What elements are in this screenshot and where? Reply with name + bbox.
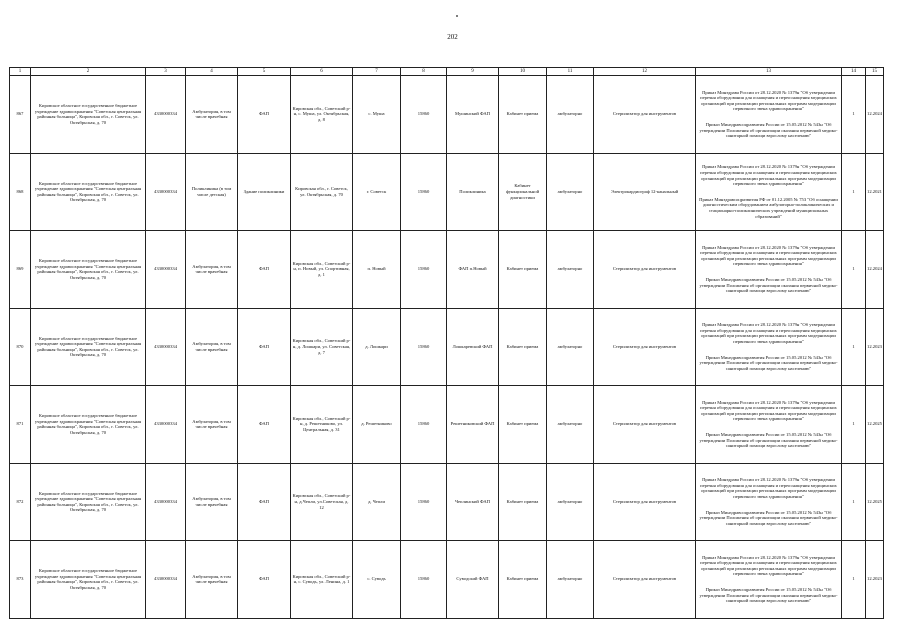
order-text-secondary: Приказ Минздравсоцразвития России от 15.05.2012 № 543н "Об утверждении Положения об организации оказания первичной медико-санитарной помощи взрослому населению" bbox=[699, 509, 838, 526]
inn-cell: 4330000334 bbox=[146, 231, 186, 309]
facility-type-cell: Амбулатория, в том числе врачебная bbox=[186, 541, 238, 619]
equipment-table bbox=[9, 67, 884, 619]
legal-basis-cell bbox=[696, 76, 842, 154]
unit-name-cell: Лошкаревский ФАП bbox=[447, 308, 499, 386]
care-form-cell: амбулаторно bbox=[547, 231, 594, 309]
header-cell: 2 bbox=[31, 68, 146, 76]
settlement-cell: п. Новый bbox=[353, 231, 401, 309]
code-cell: 15860 bbox=[401, 386, 447, 464]
room-cell: Кабинет приема bbox=[499, 308, 547, 386]
table-row bbox=[10, 76, 884, 154]
room-cell: Кабинет приема bbox=[499, 76, 547, 154]
building-cell: ФАП bbox=[238, 541, 291, 619]
room-cell: Кабинет приема bbox=[499, 386, 547, 464]
settlement-cell: д. Чепли bbox=[353, 463, 401, 541]
header-cell: 12 bbox=[594, 68, 696, 76]
row-number-cell: 870 bbox=[10, 308, 31, 386]
equipment-cell: Стерилизатор для инструментов bbox=[594, 308, 696, 386]
table-row bbox=[10, 541, 884, 619]
quantity-cell: 1 bbox=[842, 463, 866, 541]
inn-cell: 4330000334 bbox=[146, 153, 186, 231]
table-row bbox=[10, 153, 884, 231]
equipment-cell: Стерилизатор для инструментов bbox=[594, 76, 696, 154]
code-cell: 15860 bbox=[401, 463, 447, 541]
care-form-cell: амбулаторно bbox=[547, 463, 594, 541]
code-cell: 15860 bbox=[401, 541, 447, 619]
inn-cell: 4330000334 bbox=[146, 463, 186, 541]
code-cell: 15860 bbox=[401, 153, 447, 231]
inn-cell: 4330000334 bbox=[146, 541, 186, 619]
facility-type-cell: Поликлиника (в том числе детская) bbox=[186, 153, 238, 231]
building-cell: ФАП bbox=[238, 231, 291, 309]
row-number-cell: 873 bbox=[10, 541, 31, 619]
organization-cell: Кировское областное государственное бюджетное учреждение здравоохранения "Советская центральная районная больница", Кировская обл., г. Советск, ул. Октябрьская, д. 70 bbox=[31, 463, 146, 541]
scan-speck bbox=[456, 15, 458, 17]
row-number-cell: 868 bbox=[10, 153, 31, 231]
order-text-primary: Приказ Минздрава России от 28.12.2020 № 1379н "Об утверждении перечня оборудования для оснащения и переоснащения медицинских организаций при реализации региональных программ модернизации первичного звена здравоохранения" bbox=[700, 554, 837, 577]
quantity-cell: 1 bbox=[842, 231, 866, 309]
care-form-cell: амбулаторно bbox=[547, 541, 594, 619]
header-cell: 3 bbox=[146, 68, 186, 76]
header-cell: 4 bbox=[186, 68, 238, 76]
quantity-cell: 1 bbox=[842, 541, 866, 619]
settlement-cell: д. Решетниково bbox=[353, 386, 401, 464]
care-form-cell: амбулаторно bbox=[547, 76, 594, 154]
unit-name-cell: Мушинский ФАП bbox=[447, 76, 499, 154]
date-cell: 12.2025 bbox=[866, 386, 884, 464]
order-text-primary: Приказ Минздрава России от 28.12.2020 № 1379н "Об утверждении перечня оборудования для оснащения и переоснащения медицинских организаций при реализации региональных программ модернизации первичного звена здравоохранения" bbox=[700, 322, 837, 344]
header-cell: 14 bbox=[842, 68, 866, 76]
order-text-secondary: Приказ Минздравсоцразвития России от 15.05.2012 № 543н "Об утверждении Положения об организации оказания первичной медико-санитарной помощи взрослому населению" bbox=[699, 354, 838, 371]
facility-type-cell: Амбулатория, в том числе врачебная bbox=[186, 308, 238, 386]
legal-basis-cell bbox=[696, 231, 842, 309]
header-cell: 13 bbox=[696, 68, 842, 76]
room-cell: Кабинет приема bbox=[499, 463, 547, 541]
code-cell: 15860 bbox=[401, 308, 447, 386]
table-row bbox=[10, 308, 884, 386]
care-form-cell: амбулаторно bbox=[547, 308, 594, 386]
unit-name-cell: ФАП п.Новый bbox=[447, 231, 499, 309]
order-text-primary: Приказ Минздрава России от 28.12.2020 № 1379н "Об утверждении перечня оборудования для оснащения и переоснащения медицинских организаций при реализации региональных программ модернизации первичного звена здравоохранения" bbox=[700, 89, 837, 112]
inn-cell: 4330000334 bbox=[146, 308, 186, 386]
address-cell: Кировская обл., Советский р-н, д. Решетниково, ул. Центральная, д. 31 bbox=[291, 386, 353, 464]
row-number-cell: 872 bbox=[10, 463, 31, 541]
header-cell: 9 bbox=[447, 68, 499, 76]
equipment-cell: Электрокардиограф 12-канальный bbox=[594, 153, 696, 231]
date-cell: 12.2023 bbox=[866, 308, 884, 386]
date-cell: 12.2024 bbox=[866, 231, 884, 309]
address-cell: Кировская обл., Советский р-н, д. Лошкари, ул. Советская, д. 7 bbox=[291, 308, 353, 386]
building-cell: Здание поликлиники bbox=[238, 153, 291, 231]
header-cell: 6 bbox=[291, 68, 353, 76]
settlement-cell: с. Муша bbox=[353, 76, 401, 154]
legal-basis-cell bbox=[696, 386, 842, 464]
quantity-cell: 1 bbox=[842, 76, 866, 154]
unit-name-cell: Решетниковский ФАП bbox=[447, 386, 499, 464]
facility-type-cell: Амбулатория, в том числе врачебная bbox=[186, 231, 238, 309]
care-form-cell: амбулаторно bbox=[547, 153, 594, 231]
code-cell: 15860 bbox=[401, 76, 447, 154]
table-row bbox=[10, 231, 884, 309]
table-header-row bbox=[10, 68, 884, 76]
table-row bbox=[10, 386, 884, 464]
organization-cell: Кировское областное государственное бюджетное учреждение здравоохранения "Советская центральная районная больница", Кировская обл., г. Советск, ул. Октябрьская, д. 70 bbox=[31, 153, 146, 231]
unit-name-cell: Поликлиника bbox=[447, 153, 499, 231]
order-text-secondary: Приказ Минздравсоцразвития России от 15.05.2012 № 543н "Об утверждении Положения об организации оказания первичной медико-санитарной помощи взрослому населению" bbox=[699, 587, 838, 604]
facility-type-cell: Амбулатория, в том числе врачебная bbox=[186, 386, 238, 464]
row-number-cell: 871 bbox=[10, 386, 31, 464]
room-cell: Кабинет функциональной диагностики bbox=[499, 153, 547, 231]
facility-type-cell: Амбулатория, в том числе врачебная bbox=[186, 463, 238, 541]
order-text-primary: Приказ Минздрава России от 28.12.2020 № 1379н "Об утверждении перечня оборудования для оснащения и переоснащения медицинских организаций при реализации региональных программ модернизации первичного звена здравоохранения" bbox=[700, 399, 837, 422]
address-cell: Кировская обл., Советский р-н, с. Муша, ул. Октябрьская, д. 8 bbox=[291, 76, 353, 154]
room-cell: Кабинет приема bbox=[499, 541, 547, 619]
order-text-secondary: Приказ Минздравсоцразвития России от 15.05.2012 № 543н "Об утверждении Положения об организации оказания первичной медико-санитарной помощи взрослому населению" bbox=[699, 277, 838, 294]
settlement-cell: г. Советск bbox=[353, 153, 401, 231]
date-cell: 12.2023 bbox=[866, 541, 884, 619]
settlement-cell: с. Суводь bbox=[353, 541, 401, 619]
organization-cell: Кировское областное государственное бюджетное учреждение здравоохранения "Советская центральная районная больница", Кировская обл., г. Советск, ул. Октябрьская, д. 70 bbox=[31, 541, 146, 619]
facility-type-cell: Амбулатория, в том числе врачебная bbox=[186, 76, 238, 154]
building-cell: ФАП bbox=[238, 463, 291, 541]
header-cell: 7 bbox=[353, 68, 401, 76]
building-cell: ФАП bbox=[238, 386, 291, 464]
building-cell: ФАП bbox=[238, 76, 291, 154]
header-cell: 15 bbox=[866, 68, 884, 76]
unit-name-cell: Суводский ФАП bbox=[447, 541, 499, 619]
settlement-cell: д. Лошкари bbox=[353, 308, 401, 386]
equipment-cell: Стерилизатор для инструментов bbox=[594, 463, 696, 541]
equipment-cell: Стерилизатор для инструментов bbox=[594, 231, 696, 309]
page-number: 202 bbox=[447, 33, 458, 41]
quantity-cell: 1 bbox=[842, 153, 866, 231]
organization-cell: Кировское областное государственное бюджетное учреждение здравоохранения "Советская центральная районная больница", Кировская обл., г. Советск, ул. Октябрьская, д. 70 bbox=[31, 231, 146, 309]
organization-cell: Кировское областное государственное бюджетное учреждение здравоохранения "Советская центральная районная больница", Кировская обл., г. Советск, ул. Октябрьская, д. 70 bbox=[31, 76, 146, 154]
inn-cell: 4330000334 bbox=[146, 76, 186, 154]
unit-name-cell: Чеплинский ФАП bbox=[447, 463, 499, 541]
date-cell: 12.2024 bbox=[866, 76, 884, 154]
address-cell: Кировская обл., г. Советск, ул. Октябрьская, д. 70 bbox=[291, 153, 353, 231]
care-form-cell: амбулаторно bbox=[547, 386, 594, 464]
legal-basis-cell bbox=[696, 308, 842, 386]
quantity-cell: 1 bbox=[842, 308, 866, 386]
table-row bbox=[10, 463, 884, 541]
order-text-secondary: Приказ Минздравсоцразвития РФ от 01.12.2005 № 753 "Об оснащении диагностическим оборудованием амбулаторно-поликлинических и стационарно-поликлинических учреждений муниципальных образований" bbox=[699, 196, 838, 219]
order-text-primary: Приказ Минздрава России от 28.12.2020 № 1379н "Об утверждении перечня оборудования для оснащения и переоснащения медицинских организаций при реализации региональных программ модернизации первичного звена здравоохранения" bbox=[700, 244, 837, 267]
organization-cell: Кировское областное государственное бюджетное учреждение здравоохранения "Советская центральная районная больница", Кировская обл., г. Советск, ул. Октябрьская, д. 70 bbox=[31, 308, 146, 386]
inn-cell: 4330000334 bbox=[146, 386, 186, 464]
address-cell: Кировская обл., Советский р-н, д.Чепли, ул.Советская, д. 12 bbox=[291, 463, 353, 541]
order-text-primary: Приказ Минздрава России от 28.12.2020 № 1379н "Об утверждении перечня оборудования для оснащения и переоснащения медицинских организаций при реализации региональных программ модернизации первичного звена здравоохранения" bbox=[700, 477, 837, 499]
date-cell: 12.2021 bbox=[866, 153, 884, 231]
order-text-secondary: Приказ Минздравсоцразвития России от 15.05.2012 № 543н "Об утверждении Положения об организации оказания первичной медико-санитарной помощи взрослому населению" bbox=[699, 432, 838, 449]
order-text-primary: Приказ Минздрава России от 28.12.2020 № 1379н "Об утверждении перечня оборудования для оснащения и переоснащения медицинских организаций при реализации региональных программ модернизации первичного звена здравоохранения" bbox=[700, 164, 837, 187]
quantity-cell: 1 bbox=[842, 386, 866, 464]
order-text-secondary: Приказ Минздравсоцразвития России от 15.05.2012 № 543н "Об утверждении Положения об организации оказания первичной медико-санитарной помощи взрослому населению" bbox=[699, 122, 838, 139]
header-cell: 10 bbox=[499, 68, 547, 76]
code-cell: 15860 bbox=[401, 231, 447, 309]
legal-basis-cell bbox=[696, 153, 842, 231]
building-cell: ФАП bbox=[238, 308, 291, 386]
equipment-cell: Стерилизатор для инструментов bbox=[594, 386, 696, 464]
header-cell: 1 bbox=[10, 68, 31, 76]
legal-basis-cell bbox=[696, 541, 842, 619]
header-cell: 11 bbox=[547, 68, 594, 76]
row-number-cell: 869 bbox=[10, 231, 31, 309]
equipment-cell: Стерилизатор для инструментов bbox=[594, 541, 696, 619]
address-cell: Кировская обл., Советский р-н, п. Новый, ул. Спортивная, д. 1 bbox=[291, 231, 353, 309]
date-cell: 12.2025 bbox=[866, 463, 884, 541]
address-cell: Кировская обл., Советский р-н, с. Суводь, ул. Ленина, д. 1 bbox=[291, 541, 353, 619]
room-cell: Кабинет приема bbox=[499, 231, 547, 309]
legal-basis-cell bbox=[696, 463, 842, 541]
row-number-cell: 867 bbox=[10, 76, 31, 154]
header-cell: 5 bbox=[238, 68, 291, 76]
header-cell: 8 bbox=[401, 68, 447, 76]
organization-cell: Кировское областное государственное бюджетное учреждение здравоохранения "Советская центральная районная больница", Кировская обл., г. Советск, ул. Октябрьская, д. 70 bbox=[31, 386, 146, 464]
